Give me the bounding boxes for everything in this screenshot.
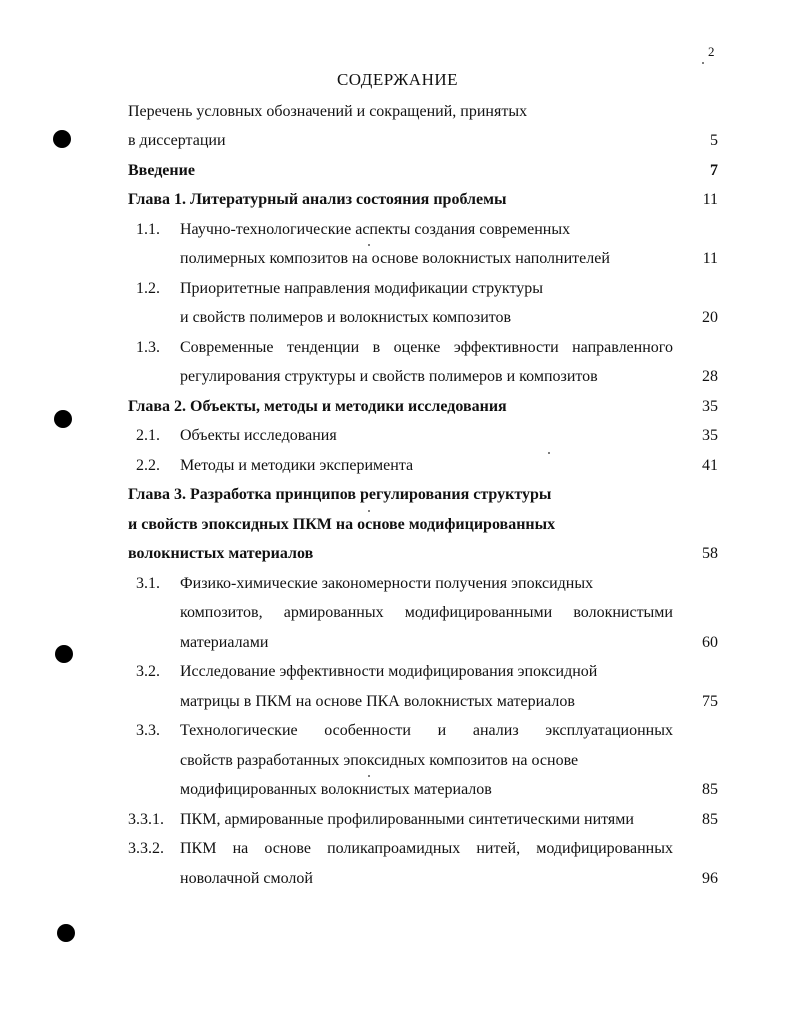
toc-line: материалами: [180, 634, 269, 651]
toc-line: полимерных композитов на основе волокнистых наполнителей: [180, 250, 610, 267]
word: Современные: [180, 339, 274, 356]
scan-speck: [702, 62, 704, 64]
word: Технологические: [180, 722, 298, 739]
scan-speck: [368, 775, 370, 777]
word: армированных: [283, 604, 384, 621]
toc-page-number: 96: [702, 870, 718, 887]
punch-hole-4: [57, 924, 75, 942]
toc-section-number: 3.3.1.: [128, 811, 164, 828]
toc-line: Введение: [128, 162, 195, 179]
page-title: СОДЕРЖАНИЕ: [336, 70, 459, 89]
toc-page-number: 85: [702, 811, 718, 828]
toc-line: Глава 1. Литературный анализ состояния проблемы: [128, 191, 507, 208]
word: поликапроамидных: [327, 840, 461, 857]
word: эффективности: [453, 339, 559, 356]
toc-line: [180, 839, 673, 859]
scan-speck: [548, 452, 550, 454]
toc-line: Научно-технологические аспекты создания современных: [180, 221, 571, 238]
toc-line: волокнистых материалов: [128, 545, 314, 562]
toc-line: регулирования структуры и свойств полимеров и композитов: [180, 368, 598, 385]
toc-page-number: 35: [702, 427, 718, 444]
scan-speck: [368, 510, 370, 512]
toc-line: [180, 603, 673, 623]
toc-page-number: 85: [702, 781, 718, 798]
toc-section-number: 3.3.: [136, 722, 160, 739]
word: и: [437, 722, 447, 739]
toc-line: свойств разработанных эпоксидных композитов на основе: [180, 752, 579, 769]
punch-hole-2: [54, 410, 72, 428]
toc-page-number: 20: [702, 309, 718, 326]
word: направленного: [572, 339, 673, 356]
toc-line: Перечень условных обозначений и сокращений, принятых: [128, 103, 528, 120]
word: особенности: [324, 722, 411, 739]
toc-section-number: 1.2.: [136, 280, 160, 297]
toc-line: ПКМ, армированные профилированными синтетическими нитями: [180, 811, 634, 828]
toc-line: новолачной смолой: [180, 870, 313, 887]
toc-line: Методы и методики эксперимента: [180, 457, 414, 474]
word: тенденции: [287, 339, 360, 356]
word: эксплуатационных: [545, 722, 673, 739]
toc-section-number: 2.2.: [136, 457, 160, 474]
toc-line: Глава 2. Объекты, методы и методики исследования: [128, 398, 507, 415]
toc-page-number: 58: [702, 545, 718, 562]
toc-line: Физико-химические закономерности получения эпоксидных: [180, 575, 594, 592]
toc-page-number: 35: [702, 398, 718, 415]
toc-section-number: 2.1.: [136, 427, 160, 444]
toc-page-number: 11: [702, 250, 718, 267]
word: на: [232, 840, 249, 857]
page-number: 2: [708, 44, 715, 59]
toc-page-number: 75: [702, 693, 718, 710]
word: нитей,: [476, 840, 521, 857]
toc-line: Исследование эффективности модифицирования эпоксидной: [180, 663, 598, 680]
word: анализ: [472, 722, 519, 739]
word: основе: [264, 840, 311, 857]
toc-page-number: 41: [702, 457, 718, 474]
toc-line: и свойств эпоксидных ПКМ на основе модифицированных: [128, 516, 556, 533]
toc-line: и свойств полимеров и волокнистых композитов: [180, 309, 512, 326]
toc-line: в диссертации: [128, 132, 226, 149]
toc-line: Приоритетные направления модификации структуры: [180, 280, 543, 297]
word: модифицированными: [404, 604, 553, 621]
word: композитов,: [180, 604, 263, 621]
punch-hole-1: [53, 130, 71, 148]
toc-line: матрицы в ПКМ на основе ПКА волокнистых материалов: [180, 693, 575, 710]
toc-section-number: 1.1.: [136, 221, 160, 238]
word: ПКМ: [180, 840, 217, 857]
word: волокнистыми: [573, 604, 673, 621]
word: в: [372, 339, 381, 356]
toc-page-number: 7: [710, 162, 718, 179]
toc-line: модифицированных волокнистых материалов: [180, 781, 492, 798]
toc-page-number: 60: [702, 634, 718, 651]
word: модифицированных: [536, 840, 673, 857]
toc-line: [180, 721, 673, 741]
toc-line: [180, 338, 673, 358]
toc-line: Глава 3. Разработка принципов регулирования структуры: [128, 486, 552, 503]
toc-line: Объекты исследования: [180, 427, 337, 444]
toc-section-number: 3.1.: [136, 575, 160, 592]
toc-section-number: 3.2.: [136, 663, 160, 680]
toc-page-number: 28: [702, 368, 718, 385]
word: оценке: [393, 339, 441, 356]
toc-page-number: 11: [702, 191, 718, 208]
toc-section-number: 3.3.2.: [128, 840, 164, 857]
punch-hole-3: [55, 645, 73, 663]
toc-page-number: 5: [710, 132, 718, 149]
scan-speck: [368, 244, 370, 246]
toc-section-number: 1.3.: [136, 339, 160, 356]
